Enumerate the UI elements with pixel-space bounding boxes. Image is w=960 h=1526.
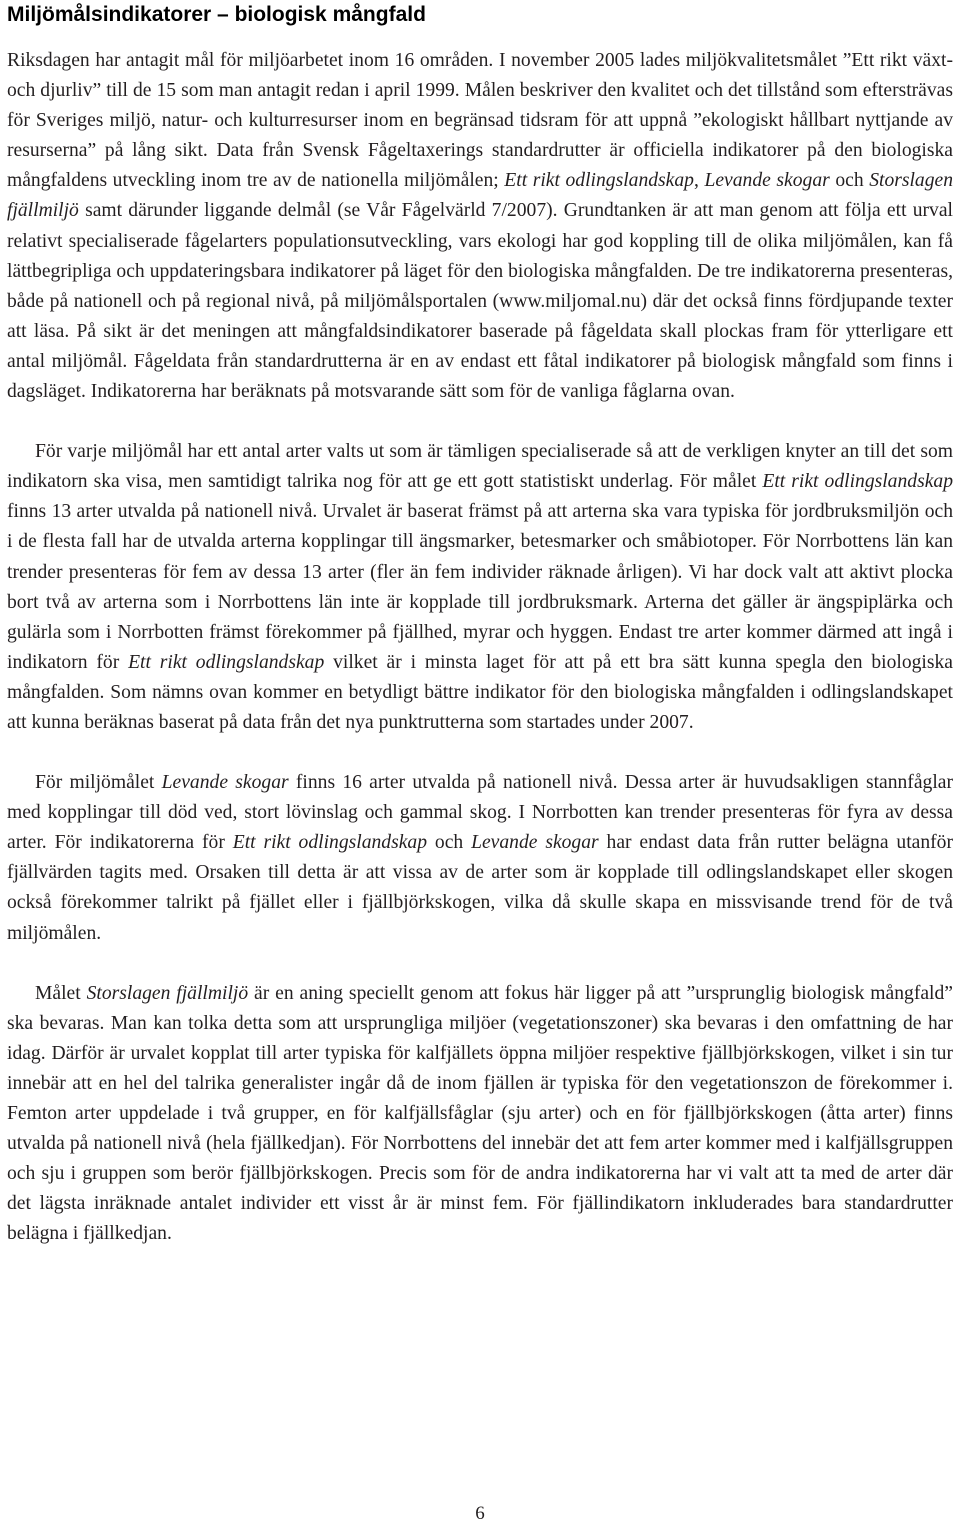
goal-name: Storslagen fjällmiljö xyxy=(7,170,954,222)
goal-name: Ett rikt odlingslandskap xyxy=(232,832,428,854)
goal-name: Levande skogar xyxy=(704,170,830,192)
section-heading: Miljömålsindikatorer – biologisk mångfald xyxy=(7,3,426,26)
document-page xyxy=(7,0,953,1249)
paragraph-3: För miljömålet Levande skogar finns 16 arter utvalda på nationell nivå. Dessa arter är huvudsakligen stannfåglar med kopplingar till död ved, stort lövinslag och gammal skog. I Norrbotten kan trender presenteras för fyra av dessa arter. För indikatorerna för Ett rikt odlingslandskap och Levande skogar har endast data från rutter belägna utanför fjällvärden tagits med. Orsaken till detta är att vissa av de arter som är kopplade till odlingslandskapet eller skogen också förekommer talrikt på fjället eller i fjällbjörkskogen, vilka då skulle skapa en missvisande trend för de två miljömålen. xyxy=(7,772,953,944)
paragraph-4: Målet Storslagen fjällmiljö är en aning speciellt genom att fokus här ligger på att ”ursprunglig biologisk mångfald” ska bevaras. Man kan tolka detta som att ursprungliga miljöer (vegetationszoner) ska bevaras i den omfattning de har idag. Därför är urvalet kopplat till arter typiska för kalfjällets öppna miljöer respektive fjällbjörkskogen, vilket i sin tur innebär att en hel del talrika generalister ingår då de inom fjällen är typiska för den vegetationszon de förekommer i. Femton arter uppdelade i två grupper, en för kalfjällsfåglar (sju arter) och en för fjällbjörkskogen (åtta arter) finns utvalda på nationell nivå (hela fjällkedjan). För Norrbottens del innebär det att fem arter kommer med i kalfjällsgruppen och sju i gruppen som berör fjällbjörkskogen. Precis som för de andra indikatorerna har vi valt att ta med de arter där det lägsta inräknade antalet individer ett visst år är minst fem. För fjällindikatorn inkluderades bara standardrutter belägna i fjällkedjan. xyxy=(7,982,953,1245)
goal-name: Ett rikt odlingslandskap xyxy=(762,471,953,493)
goal-name: Ett rikt odlingslandskap xyxy=(128,651,325,673)
goal-name: Ett rikt odlingslandskap xyxy=(504,170,694,192)
goal-name: Levande skogar xyxy=(471,832,599,854)
goal-name: Storslagen fjällmiljö xyxy=(86,982,249,1004)
paragraph-2: För varje miljömål har ett antal arter valts ut som är tämligen specialiserade så att de verkligen knyter an till det som indikatorn ska visa, men samtidigt talrika nog för att ge ett gott statistiskt underlag. För målet Ett rikt odlingslandskap finns 13 arter utvalda på nationell nivå. Urvalet är baserat främst på att arterna ska vara typiska för jordbruksmiljön och i de flesta fall har de utvalda arterna kopplingar till ängsmarker, betesmarker och småbiotoper. För Norrbottens län kan trender presenteras för fem av dessa 13 arter (fler än fem individer räknade årligen). Vi har dock valt att aktivt plocka bort två av arterna som i Norrbottens län inte är kopplade till jordbruksmark. Arterna det gäller är ängspiplärka och gulärla som i Norrbotten främst förekommer på fjällhed, myrar och hyggen. Endast tre arter kommer därmed att ingå i indikatorn för Ett rikt odlingslandskap vilket är i minsta laget för att på ett bra sätt kunna spegla den biologiska mångfalden. Som nämns ovan kommer en betydligt bättre indikator för den biologiska mångfalden i odlingslandskapet att kunna beräknas baserat på data från det nya punktrutterna som startades under 2007. xyxy=(7,441,953,733)
paragraph-1: Riksdagen har antagit mål för miljöarbetet inom 16 områden. I november 2005 lades miljökvalitetsmålet ”Ett rikt växt- och djurliv” till de 15 som man antagit redan i april 1999. Målen beskriver den kvalitet och det tillstånd som eftersträvas för Sveriges miljö, natur- och kulturresurser inom en begränsad tidsram för att uppnå ”ekologiskt hållbart nyttjande av resurserna” på lång sikt. Data från Svensk Fågeltaxerings standardrutter är officiella indikatorer på den biologiska mångfaldens utveckling inom tre av de nationella miljömålen; Ett rikt odlingslandskap, Levande skogar och Storslagen fjällmiljö samt därunder liggande delmål (se Vår Fågelvärld 7/2007). Grundtanken är att man genom att följa ett urval relativt specialiserade fågelarters populationsutveckling, vars ekologi har god koppling till de olika miljömålen, kan få lättbegripliga och uppdateringsbara indikatorer på läget för den biologiska mångfalden. De tre indikatorerna presenteras, både på nationell och på regional nivå, på miljömålsportalen (www.miljomal.nu) där det också finns fördjupande texter att läsa. På sikt är det meningen att mångfaldsindikatorer baserade på fågeldata skall plockas fram för ytterligare ett antal miljömål. Fågeldata från standardrutterna är en av endast ett fåtal indikatorer på biologisk mångfald som finns i dagsläget. Indikatorerna har beräknats på motsvarande sätt som för de vanliga fåglarna ovan. xyxy=(7,50,954,403)
goal-name: Levande skogar xyxy=(161,772,289,794)
page-number: 6 xyxy=(475,1503,485,1524)
